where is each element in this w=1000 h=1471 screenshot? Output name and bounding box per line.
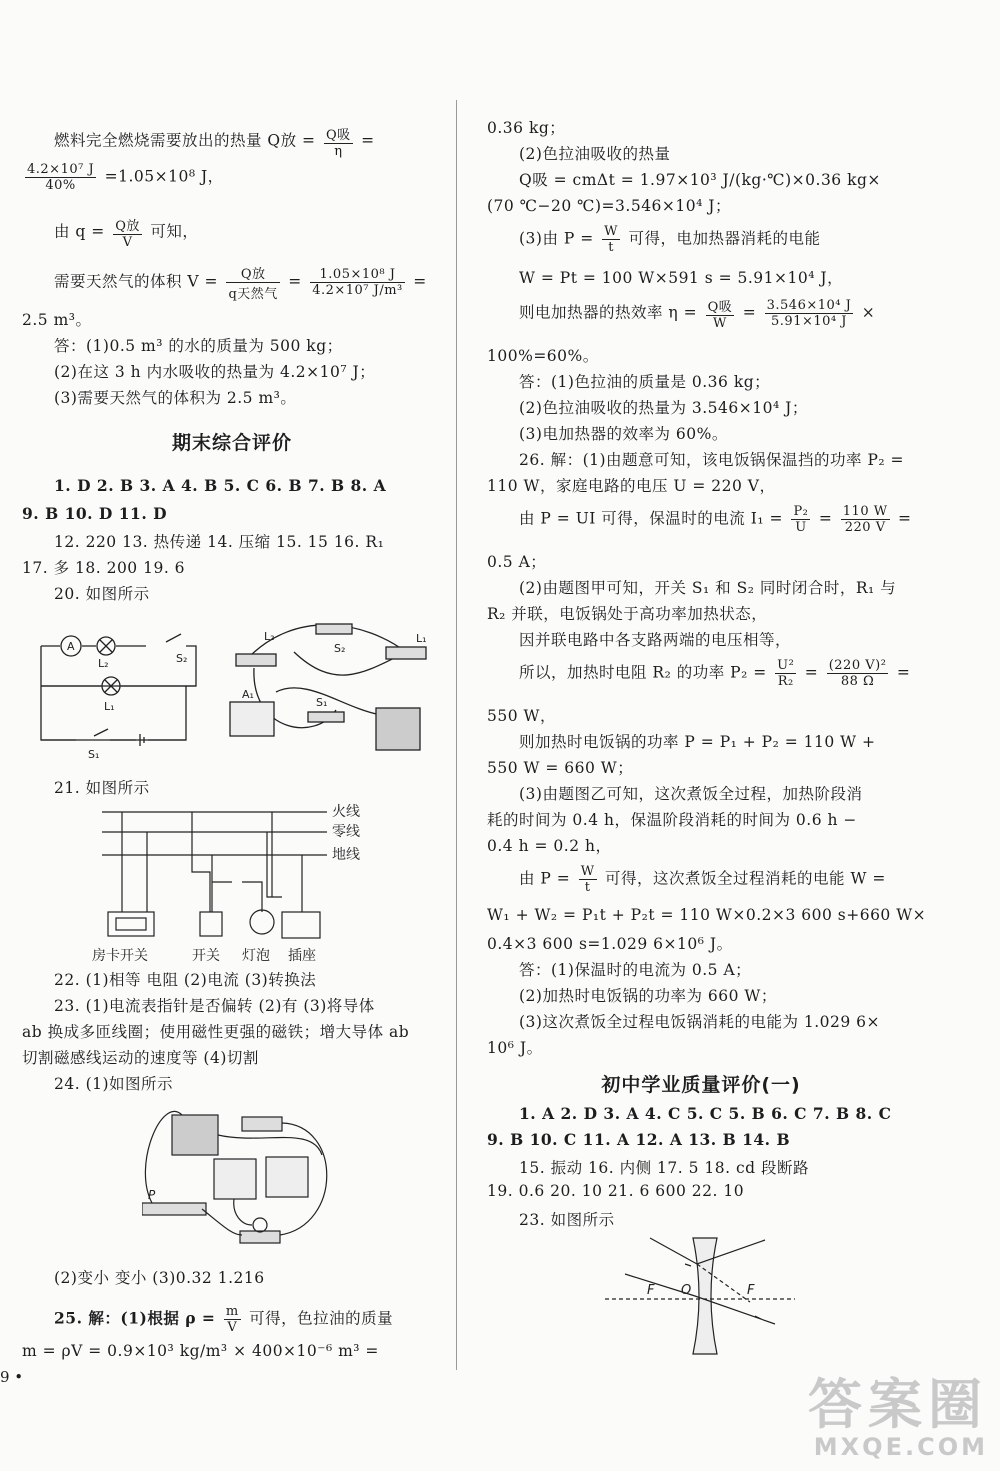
q24-experiment-diagram bbox=[142, 1105, 352, 1253]
answer-row: 9. B 10. C 11. A 12. A 13. B 14. B bbox=[487, 1130, 791, 1149]
text-line: 100%=60%。 bbox=[487, 347, 599, 365]
text-line: 0.36 kg； bbox=[487, 119, 566, 137]
q23-lens-diagram bbox=[605, 1234, 795, 1360]
svg-text:F: F bbox=[747, 1283, 755, 1298]
watermark-url: MXQE.COM bbox=[813, 1433, 988, 1461]
answer-row: 23. (1)电流表指针是否偏转 (2)有 (3)将导体 bbox=[54, 997, 375, 1015]
text-line: (2)色拉油吸收的热量 bbox=[519, 145, 671, 163]
answer-line: 答：(1)0.5 m³ 的水的质量为 500 kg； bbox=[54, 337, 343, 355]
answer-row: 切割磁感线运动的速度等 (4)切割 bbox=[22, 1049, 259, 1067]
text-line: 0.4 h = 0.2 h， bbox=[487, 837, 612, 855]
answer-line: (3)电加热器的效率为 60%。 bbox=[519, 425, 728, 443]
svg-text:房卡开关: 房卡开关 bbox=[92, 948, 148, 964]
answer-line: (2)色拉油吸收的热量为 3.546×10⁴ J； bbox=[519, 399, 808, 417]
text-line: 26. 解：(1)由题意可知，该电饭锅保温挡的功率 P₂ = bbox=[519, 451, 905, 469]
svg-text:地线: 地线 bbox=[332, 847, 360, 863]
question-label: 20. 如图所示 bbox=[54, 585, 150, 603]
section-title: 初中学业质量评价(一) bbox=[601, 1074, 801, 1096]
answer-row: ab 换成多匝线圈；使用磁性更强的磁铁；增大导体 ab bbox=[22, 1023, 410, 1041]
q21-household-circuit bbox=[92, 802, 412, 972]
text-line: 则加热时电饭锅的功率 P = P₁ + P₂ = 110 W + bbox=[519, 733, 876, 751]
column-divider bbox=[456, 100, 457, 1370]
text-line: (3)由题图乙可知，这次煮饭全过程，加热阶段消 bbox=[519, 785, 863, 803]
question-label: 23. 如图所示 bbox=[519, 1211, 615, 1229]
text-line: 则电加热器的热效率 η = $\frac{\text{Q吸}}{W}$ = $\frac{\text{3.546×10⁴ J}}{\text{5.91×10⁴ J}}$ × bbox=[519, 298, 876, 331]
svg-text:F: F bbox=[647, 1283, 655, 1298]
answer-row: 22. (1)相等 电阻 (2)电流 (3)转换法 bbox=[54, 971, 317, 989]
svg-text:开关: 开关 bbox=[192, 948, 220, 964]
svg-text:O: O bbox=[681, 1283, 692, 1298]
text-line: (3)由 P = $\frac{W}{t}$ 可得，电加热器消耗的电能 bbox=[519, 224, 821, 255]
answer-line: 10⁶ J。 bbox=[487, 1039, 543, 1057]
watermark bbox=[808, 1373, 988, 1461]
text-line: 由 q = $\frac{\text{Q放}}{V}$ 可知， bbox=[22, 215, 442, 250]
svg-text:S₁: S₁ bbox=[88, 748, 100, 761]
section-title: 期末综合评价 bbox=[171, 432, 292, 454]
svg-text:S₁: S₁ bbox=[316, 696, 328, 709]
text-line: 25. 解：(1)根据 ρ = $\frac{m}{V}$ 可得，色拉油的质量 bbox=[54, 1304, 394, 1335]
text-line: 0.5 A； bbox=[487, 553, 547, 571]
text-line: W₁ + W₂ = P₁t + P₂t = 110 W×0.2×3 600 s+660 W× bbox=[487, 906, 927, 924]
text-line: (2)由题图甲可知，开关 S₁ 和 S₂ 同时闭合时，R₁ 与 bbox=[519, 579, 897, 597]
svg-text:L₂: L₂ bbox=[264, 630, 275, 643]
fraction: $\frac{\text{Q吸}}{\eta}$ bbox=[324, 124, 353, 159]
svg-text:A₁: A₁ bbox=[242, 688, 254, 701]
text-line: (70 ℃−20 ℃)=3.546×10⁴ J； bbox=[487, 197, 731, 215]
svg-text:火线: 火线 bbox=[332, 804, 360, 820]
svg-text:L₁: L₁ bbox=[416, 632, 427, 645]
answer-row: 19. 0.6 20. 10 21. 6 600 22. 10 bbox=[487, 1182, 745, 1200]
text-line: 2.5 m³。 bbox=[22, 311, 92, 329]
answer-row: 9. B 10. D 11. D bbox=[22, 504, 168, 523]
text-line: 0.4×3 600 s=1.029 6×10⁶ J。 bbox=[487, 935, 733, 953]
answer-line: 答：(1)色拉油的质量是 0.36 kg； bbox=[519, 373, 771, 391]
answer-row: 12. 220 13. 热传递 14. 压缩 15. 15 16. R₁ bbox=[54, 533, 385, 551]
answer-line: (2)在这 3 h 内水吸收的热量为 4.2×10⁷ J； bbox=[54, 363, 376, 381]
answer-line: (3)这次煮饭全过程电饭锅消耗的电能为 1.029 6× bbox=[519, 1013, 881, 1031]
text-line: 由 P = $\frac{W}{t}$ 可得，这次煮饭全过程消耗的电能 W = bbox=[519, 864, 886, 895]
answer-line: 答：(1)保温时的电流为 0.5 A； bbox=[519, 961, 752, 979]
svg-text:P: P bbox=[148, 1188, 156, 1202]
text-line: 因并联电路中各支路两端的电压相等， bbox=[519, 631, 792, 649]
page-number: 9 • bbox=[0, 1368, 24, 1386]
text-line: 由 P = UI 可得，保温时的电流 I₁ = $\frac{\text{P₂}}{U}$ = $\frac{110 W}{220 V}$ = bbox=[519, 504, 912, 535]
answer-row: 15. 振动 16. 内侧 17. 5 18. cd 段断路 bbox=[519, 1159, 809, 1177]
question-label: 21. 如图所示 bbox=[54, 779, 150, 797]
answer-row: 1. D 2. B 3. A 4. B 5. C 6. B 7. B 8. A bbox=[54, 476, 387, 495]
text-line: 需要天然气的体积 V = $\frac{\text{Q放}}{\text{q天然气}}$ = $\frac{\text{1.05×10⁸ J}}{\text{4.2×10⁷ J/m³}}$ = bbox=[22, 263, 442, 302]
text-line: W = Pt = 100 W×591 s = 5.91×10⁴ J， bbox=[519, 269, 844, 287]
text-line: 550 W， bbox=[487, 707, 556, 725]
text-line: 110 W，家庭电路的电压 U = 220 V， bbox=[487, 477, 776, 495]
answer-row: 1. A 2. D 3. A 4. C 5. C 5. B 6. C 7. B 8. C bbox=[519, 1104, 892, 1123]
svg-text:零线: 零线 bbox=[332, 824, 360, 840]
text-line: 所以，加热时电阻 R₂ 的功率 P₂ = $\frac{\text{U²}}{\text{R₂}}$ = $\frac{\text{(220 V)²}}{88 \Omega}$ = bbox=[519, 658, 911, 689]
svg-text:L₂: L₂ bbox=[98, 657, 109, 670]
text-line: m = ρV = 0.9×10³ kg/m³ × 400×10⁻⁶ m³ = bbox=[22, 1342, 379, 1360]
text-line: Q吸 = cmΔt = 1.97×10³ J/(kg·℃)×0.36 kg× bbox=[519, 171, 881, 189]
q20-circuit-diagram bbox=[36, 612, 436, 762]
text-line: 550 W = 660 W； bbox=[487, 759, 634, 777]
text-line: $\frac{\text{4.2×10⁷ J}}{40\%}$ =1.05×10⁸ J， bbox=[27, 162, 224, 193]
text-line: R₂ 并联，电饭锅处于高功率加热状态， bbox=[487, 605, 768, 623]
answer-line: (3)需要天然气的体积为 2.5 m³。 bbox=[54, 389, 297, 407]
svg-text:L₁: L₁ bbox=[104, 700, 115, 713]
svg-text:灯泡: 灯泡 bbox=[242, 948, 270, 964]
watermark-logo: 答案圈 bbox=[808, 1373, 988, 1436]
answer-line: (2)加热时电饭锅的功率为 660 W； bbox=[519, 987, 777, 1005]
text-line: 耗的时间为 0.4 h，保温阶段消耗的时间为 0.6 h − bbox=[487, 811, 857, 829]
svg-text:S₂: S₂ bbox=[176, 652, 188, 665]
question-label: 24. (1)如图所示 bbox=[54, 1075, 174, 1093]
answer-row: 17. 多 18. 200 19. 6 bbox=[22, 559, 186, 577]
answer-row: (2)变小 变小 (3)0.32 1.216 bbox=[54, 1269, 265, 1287]
text-line: 燃料完全燃烧需要放出的热量 Q放 = $\frac{\text{Q吸}}{\eta}$ = bbox=[22, 124, 442, 159]
svg-text:S₂: S₂ bbox=[334, 642, 346, 655]
svg-text:插座: 插座 bbox=[288, 948, 316, 964]
ammeter-label: A bbox=[67, 640, 75, 653]
